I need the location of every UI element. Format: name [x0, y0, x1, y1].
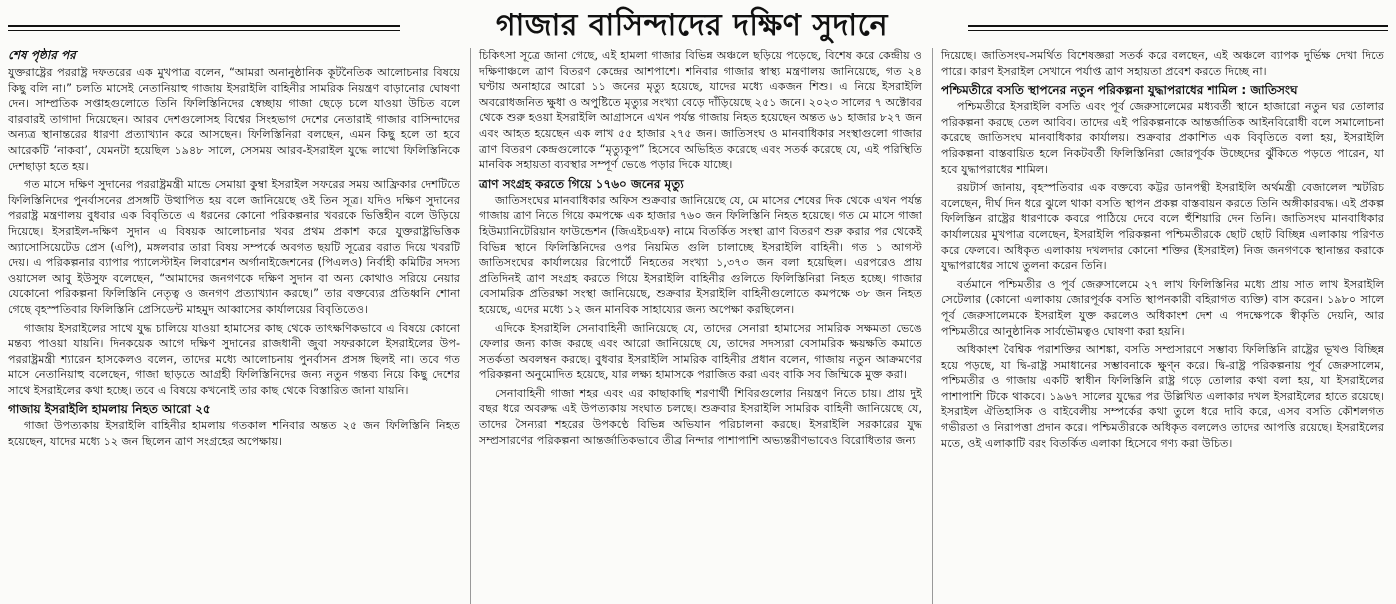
- paragraph: অধিকাংশ বৈশ্বিক পরাশক্তির আশঙ্কা, বসতি সম্প্রসারণে সম্ভাব্য ফিলিস্তিনি রাষ্ট্রের ভূখণ্ড বিচ্ছিন্ন হয়ে পড়ছে, যা দ্বি-রাষ্ট্র সমাধানের সম্ভাবনাকে ক্ষুণ্ন করে। দ্বি-রাষ্ট্র পরিকল্পনায় পূর্ব জেরুসালেম, পশ্চিমতীর ও গাজায় একটি স্বাধীন ফিলিস্তিনি রাষ্ট্র গড়ে তোলার কথা বলা হয়, যা ইসরাইলের পাশাপাশি টিকে থাকবে। ১৯৬৭ সালের যুদ্ধের পর উল্লিখিত এলাকার দখল ইসরাইলের হাতে রয়েছে। ইসরাইল ঐতিহাসিক ও বাইবেলীয় সম্পর্কের কথা তুলে ধরে দাবি করে, এসব বসতি কৌশলগত গভীরতা ও নিরাপত্তা প্রদান করে। পশ্চিমতীরকে অধিকৃত বললেও তাদের আপত্তি রয়েছে। ইসরাইলের মতে, ওই এলাকাটি বরং বিতর্কিত এলাকা হিসেবে গণ্য করা উচিত।: [941, 343, 1384, 450]
- paragraph: দিয়েছে। জাতিসংঘ-সমর্থিত বিশেষজ্ঞরা সতর্ক করে বলছেন, এই অঞ্চলে ব্যাপক দুর্ভিক্ষ দেখা দিতে পারে। কারণ ইসরাইল সেখানে পর্যাপ্ত ত্রাণ সহায়তা প্রবেশ করতে দিচ্ছে না।: [941, 49, 1384, 78]
- continuation-kicker: শেষ পৃষ্ঠার পর: [8, 48, 76, 62]
- paragraph: বর্তমানে পশ্চিমতীর ও পূর্ব জেরুসালেমে ২৭ লাখ ফিলিস্তিনির মধ্যে প্রায় সাত লাখ ইসরাইলি সেটেলার (কোনো এলাকায় জোরপূর্বক বসতি স্থাপনকারী বহিরাগত ব্যক্তি) বাস করেন। ১৯৮০ সালে পূর্ব জেরুসালেমকে ইসরাইল যুক্ত করলেও অধিকাংশ দেশ এ পদক্ষেপকে স্বীকৃতি দেয়নি, আর পশ্চিমতীরে আনুষ্ঠানিক সার্বভৌমত্বও ঘোষণা করা হয়নি।: [941, 277, 1384, 338]
- paragraph: গত মাসে দক্ষিণ সুদানের পররাষ্ট্রমন্ত্রী মান্ডে সেমায়া কুম্বা ইসরাইল সফরের সময় আফ্রিকার দেশটিতে ফিলিস্তিনিদের পুনর্বাসনের প্রসঙ্গটি উত্থাপিত হয় বলে জানিয়েছে ওই তিন সূত্র। যদিও দক্ষিণ সুদানের পররাষ্ট্র মন্ত্রণালয় বুধবার এক বিবৃতিতে এ ধরনের কোনো পরিকল্পনার খবরকে ভিত্তিহীন বলে উড়িয়ে দিয়েছে। ইসরাইল-দক্ষিণ সুদান এ বিষয়ক আলোচনার খবর প্রথম প্রকাশ করে যুক্তরাষ্ট্রভিত্তিক অ্যাসোসিয়েটেড প্রেস (এপি), মঙ্গলবার তারা বিষয় সম্পর্কে অবগত ছয়টি সূত্রের বরাত দিয়ে খবরটি দেয়। এ পরিকল্পনার ব্যাপার প্যালেস্টাইন লিবারেশন অর্গানাইজেশনের (পিএলও) নির্বাহী কমিটির সদস্য ওয়াসেল আবু ইউসুফ বলেছেন, “আমাদের জনগণকে দক্ষিণ সুদান বা অন্য কোথাও সরিয়ে নেয়ার যেকোনো পরিকল্পনা ফিলিস্তিনি নেতৃত্ব ও জনগণ প্রত্যাখ্যান করছে।” তার বক্তব্যের প্রতিধ্বনি শোনা গেছে বৃহস্পতিবার ফিলিস্তিনি প্রেসিডেন্ট মাহমুদ আব্বাসের কার্যালয়ের বিবৃতিতেও।: [8, 178, 460, 316]
- headline-rule-left: [8, 25, 400, 27]
- paragraph: এদিকে ইসরাইলি সেনাবাহিনী জানিয়েছে যে, তাদের সেনারা হামাসের সামরিক সক্ষমতা ভেঙে ফেলার জন্য কাজ করছে এবং আরো জানিয়েছে যে, তাদের সদস্যরা বেসামরিক ক্ষয়ক্ষতি কমাতে সতর্কতা অবলম্বন করছে। বুধবার ইসরাইলি সামরিক বাহিনীর প্রধান বলেন, গাজায় নতুন আক্রমণের পরিকল্পনা অনুমোদিত হয়েছে, যার লক্ষ্য হামাসকে পরাজিত করা এবং বাকি সব জিম্মিকে মুক্ত করা।: [479, 321, 922, 382]
- headline-rule-right: [968, 25, 1388, 27]
- paragraph: সেনাবাহিনী গাজা শহর এবং এর কাছাকাছি শরণার্থী শিবিরগুলোর নিয়ন্ত্রণ নিতে চায়। প্রায় দুই বছর ধরে অবরুদ্ধ এই উপত্যকায় সংঘাত চলছে। শুক্রবার ইসরাইলি সামরিক বাহিনী জানিয়েছে যে, তাদের সৈন্যরা শহরের উপকণ্ঠে বিভিন্ন অভিযান পরিচালনা করছে। ইসরাইলি সরকারের যুদ্ধ সম্প্রসারণের পরিকল্পনা আন্তর্জাতিকভাবে তীব্র নিন্দার পাশাপাশি অভ্যন্তরীণভাবেও বিরোধিতার জন্য: [479, 386, 922, 447]
- paragraph: যুক্তরাষ্ট্রের পররাষ্ট্র দফতরের এক মুখপাত্র বলেন, “আমরা অনানুষ্ঠানিক কূটনৈতিক আলোচনার বিষয়ে কিছু বলি না।” চলতি মাসেই নেতানিয়াহু গাজায় ইসরাইলি বাহিনীর সামরিক নিয়ন্ত্রণ বাড়ানোর ঘোষণা দেন। সাম্প্রতিক সপ্তাহগুলোতে তিনি ফিলিস্তিনিদের স্বেচ্ছায় গাজা ছেড়ে চলে যাওয়া উচিত বলে বারবারই তাগাদা দিয়েছেন। আরব দেশগুলোসহ বিশ্বের সিংহভাগ দেশের নেতারাই গাজার বাসিন্দাদের অন্যত্র স্থানান্তরের ধারণা প্রত্যাখ্যান করে আসছেন। ফিলিস্তিনিরা বলছেন, এমন কিছু হলে তা হবে আরেকটি ‘নাকবা’, যেমনটা হয়েছিল ১৯৪৮ সালে, সেসময় আরব-ইসরাইল যুদ্ধে লাখো ফিলিস্তিনিকে দেশছাড়া হতে হয়।: [8, 66, 460, 173]
- column-1: [8, 48, 460, 604]
- column-2: [470, 48, 922, 604]
- subheading: গাজায় ইসরাইলি হামলায় নিহত আরো ২৫: [8, 402, 211, 417]
- paragraph: পশ্চিমতীরে ইসরাইলি বসতি এবং পূর্ব জেরুসালেমের মধ্যবর্তী স্থানে হাজারো নতুন ঘর তোলার পরিকল্পনা করছে তেল আবিব। তাদের এই পরিকল্পনাকে আন্তর্জাতিক আইনবিরোধী বলে সমালোচনা করেছে জাতিসংঘ মানবাধিকার কার্যালয়। শুক্রবার প্রকাশিত এক বিবৃতিতে বলা হয়, ইসরাইলি পরিকল্পনা বাস্তবায়িত হলে নিকটবর্তী ফিলিস্তিনিরা জোরপূর্বক উচ্ছেদের ঝুঁকিতে পড়তে পারেন, যা হবে যুদ্ধাপরাধের শামিল।: [941, 100, 1384, 176]
- subheading: ত্রাণ সংগ্রহ করতে গিয়ে ১৭৬০ জনের মৃত্যু: [479, 176, 684, 191]
- headline: গাজার বাসিন্দাদের দক্ষিণ সুদানে: [495, 8, 889, 43]
- paragraph: চিকিৎসা সূত্রে জানা গেছে, এই হামলা গাজার বিভিন্ন অঞ্চলে ছড়িয়ে পড়েছে, বিশেষ করে কেন্দ্রীয় ও দক্ষিণাঞ্চলে ত্রাণ বিতরণ কেন্দ্রের আশপাশে। শনিবার গাজার স্বাস্থ্য মন্ত্রণালয় জানিয়েছে, গত ২৪ ঘণ্টায় অনাহারে আরো ১১ জনের মৃত্যু হয়েছে, যাদের মধ্যে একজন শিশু। এ নিয়ে ইসরাইলি অবরোধজনিত ক্ষুধা ও অপুষ্টিতে মৃত্যুর সংখ্যা বেড়ে দাঁড়িয়েছে ২৫১ জনে। ২০২৩ সালের ৭ অক্টোবর থেকে শুরু হওয়া ইসরাইলি আগ্রাসনে এখন পর্যন্ত গাজায় নিহত হয়েছেন অন্তত ৬১ হাজার ৮২৭ জন এবং আহত হয়েছেন এক লাখ ৫৫ হাজার ২৭৫ জন। জাতিসংঘ ও মানবাধিকার সংস্থাগুলো গাজার ত্রাণ বিতরণ কেন্দ্রগুলোকে “মৃত্যুকূপ” হিসেবে অভিহিত করেছে এবং সতর্ক করেছে যে, এই পরিস্থিতি মানবিক সহায়তা ব্যবস্থার সম্পূর্ণ ভেঙে পড়ার দিকে যাচ্ছে।: [479, 49, 922, 172]
- subheading: পশ্চিমতীরে বসতি স্থাপনের নতুন পরিকল্পনা যুদ্ধাপরাধের শামিল : জাতিসংঘ: [941, 83, 1298, 98]
- headline-bar: [8, 6, 1388, 46]
- paragraph: জাতিসংঘের মানবাধিকার অফিস শুক্রবার জানিয়েছে যে, মে মাসের শেষের দিক থেকে এখন পর্যন্ত গাজায় ত্রাণ নিতে গিয়ে কমপক্ষে এক হাজার ৭৬০ জন ফিলিস্তিনি নিহত হয়েছে। গত মে মাসে গাজা হিউম্যানিটেরিয়ান ফাউন্ডেশন (জিএইচএফ) নামে বিতর্কিত সংস্থা ত্রাণ বিতরণ শুরু করার পর থেকেই বিভিন্ন স্থানে ফিলিস্তিনিদের ওপর নিয়মিত গুলি চালাচ্ছে ইসরাইলি বাহিনী। গত ১ আগস্ট জাতিসংঘের কার্যালয়ের রিপোর্টে নিহতের সংখ্যা ১,৩৭৩ জন বলা হয়েছিল। এরপরেও প্রায় প্রতিদিনই ত্রাণ সংগ্রহ করতে গিয়ে ইসরাইলি বাহিনীর গুলিতে ফিলিস্তিনিরা নিহত হচ্ছে। গাজার বেসামরিক প্রতিরক্ষা সংস্থা জানিয়েছে, শুক্রবার ইসরাইলি বাহিনীগুলোতে কমপক্ষে ৩৮ জন নিহত হয়েছে, এদের মধ্যে ১২ জন মানবিক সাহায্যের জন্য অপেক্ষা করছিলেন।: [479, 193, 922, 316]
- paragraph: রয়টার্স জানায়, বৃহস্পতিবার এক বক্তব্যে কট্টর ডানপন্থী ইসরাইলি অর্থমন্ত্রী বেজালেল স্মটরিচ বলেছেন, দীর্ঘ দিন ধরে ঝুলে থাকা বসতি স্থাপন প্রকল্প বাস্তবায়ন করতে তিনি অঙ্গীকারবদ্ধ। এই প্রকল্প ফিলিস্তিন রাষ্ট্রের ধারণাকে কবরে পাঠিয়ে দেবে বলে হুঁশিয়ারি দেন তিনি। জাতিসংঘ মানবাধিকার কার্যালয়ের মুখপাত্র বলেছেন, ইসরাইলি পরিকল্পনা পশ্চিমতীরকে ছোট ছোট বিচ্ছিন্ন এলাকায় পরিণত করে ফেলবে। অধিকৃত এলাকায় দখলদার কোনো শক্তির (ইসরাইল) নিজ জনগণকে স্থানান্তর করাকে যুদ্ধাপরাধের সাথে তুলনা করেন তিনি।: [941, 181, 1384, 273]
- paragraph: গাজায় ইসরাইলের সাথে যুদ্ধ চালিয়ে যাওয়া হামাসের কাছ থেকে তাৎক্ষণিকভাবে এ বিষয়ে কোনো মন্তব্য পাওয়া যায়নি। দিনকয়েক আগে দক্ষিণ সুদানের রাজধানী জুবা সফরকালে ইসরাইলের উপ-পররাষ্ট্রমন্ত্রী শ্যারেন হাসকেলও বলেন, তাদের মধ্যে আলোচনায় পুনর্বাসন প্রসঙ্গ ছিলই না। তবে গত মাসে নেতানিয়াহু বলেছেন, গাজা ছাড়তে আগ্রহী ফিলিস্তিনিদের জন্য নতুন গন্তব্য নিয়ে কিছু দেশের সাথে ইসরাইলের কথা হচ্ছে। তবে এ বিষয়ে কখনোই তার কাছ থেকে বিস্তারিত জানা যায়নি।: [8, 321, 460, 397]
- paragraph: গাজা উপত্যকায় ইসরাইলি বাহিনীর হামলায় গতকাল শনিবার অন্তত ২৫ জন ফিলিস্তিনি নিহত হয়েছেন, যাদের মধ্যে ১২ জন ছিলেন ত্রাণ সংগ্রহের অপেক্ষায়।: [8, 419, 460, 449]
- article-columns: [8, 48, 1388, 604]
- column-3: [932, 48, 1384, 604]
